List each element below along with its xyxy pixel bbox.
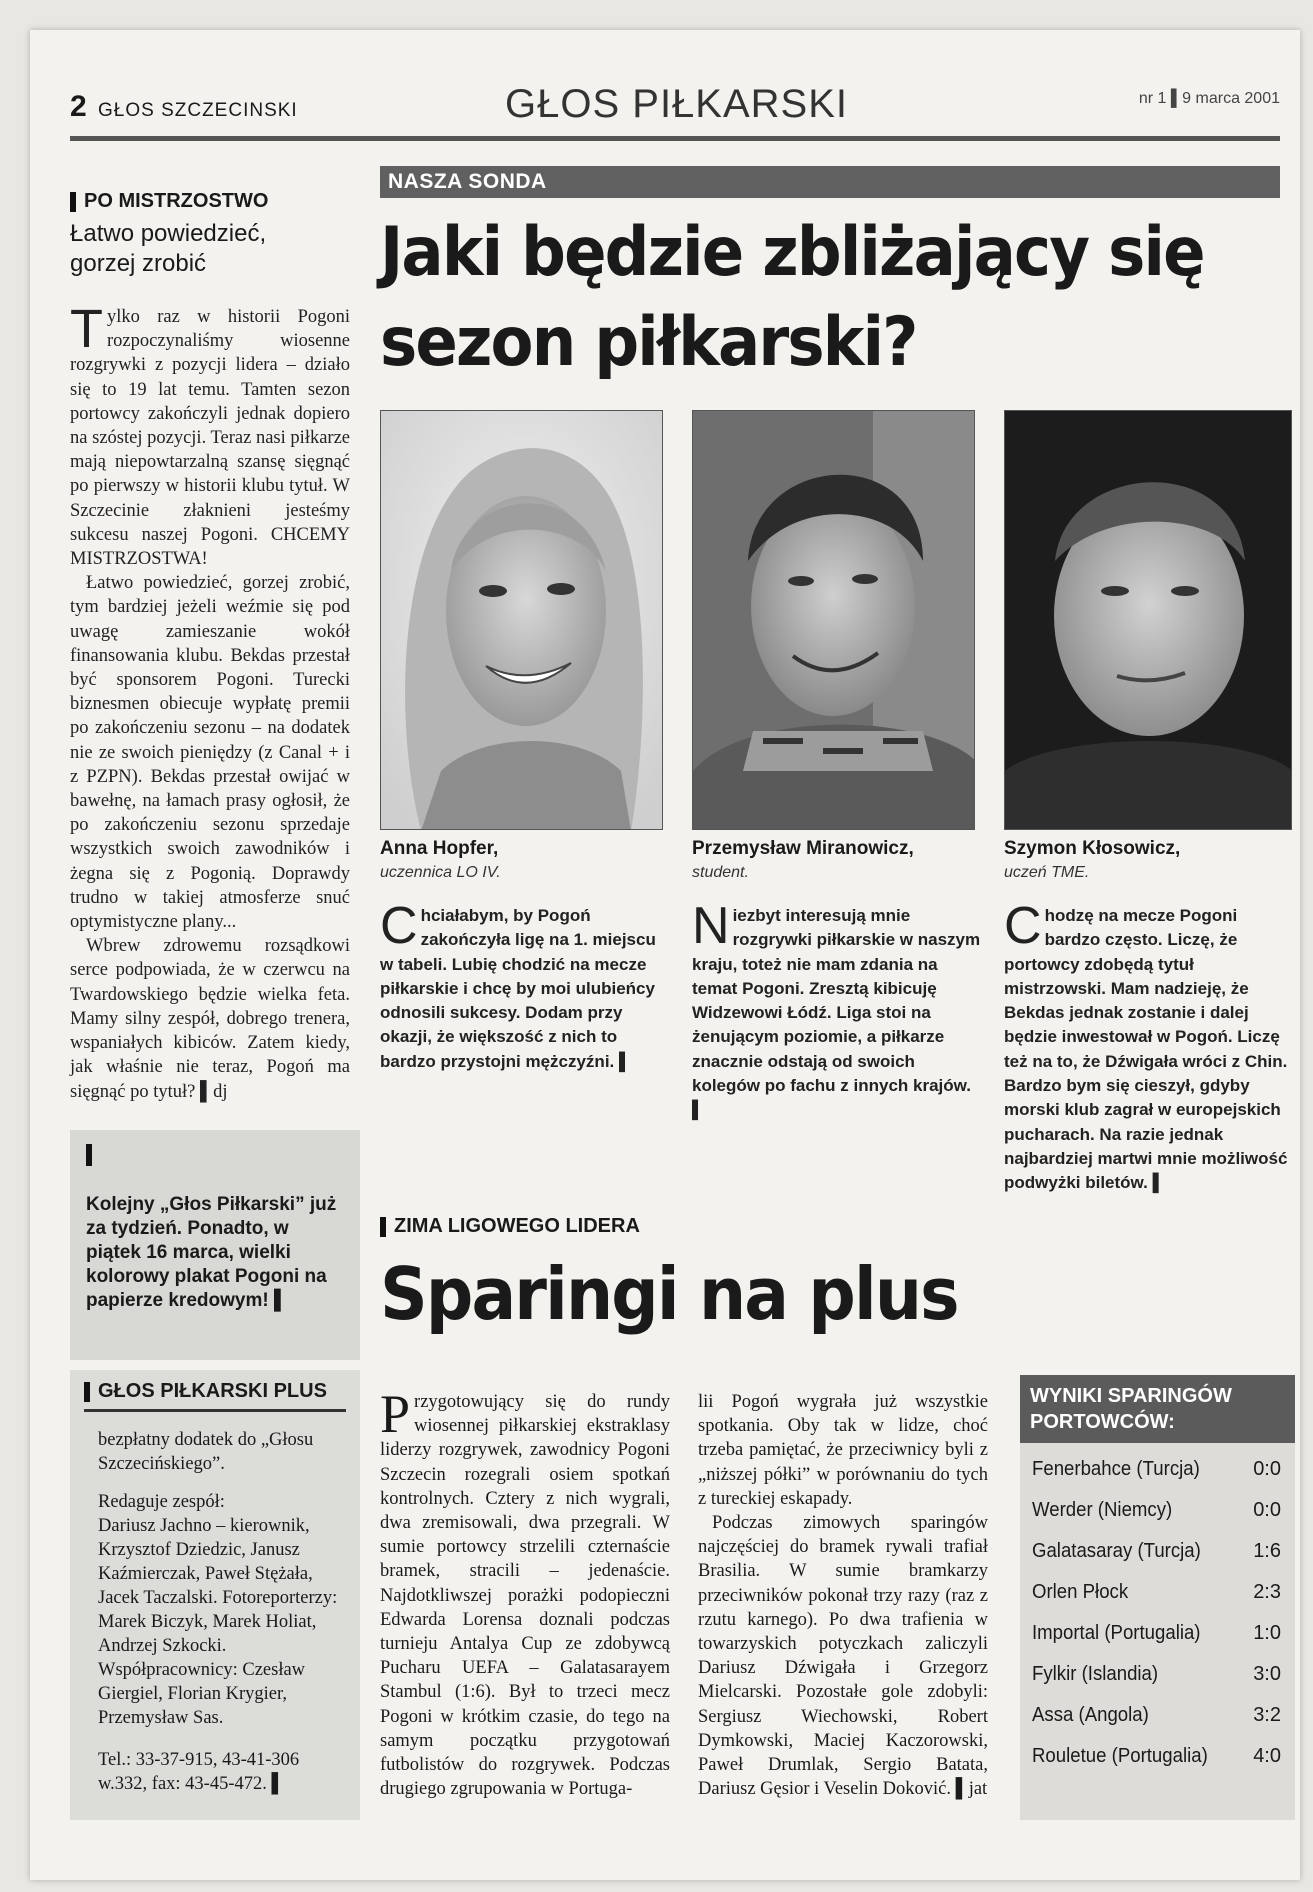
- result-team: Fylkir (Islandia): [1032, 1663, 1159, 1685]
- person-photo: [1004, 410, 1292, 830]
- person-name: Anna Hopfer,: [380, 838, 499, 859]
- sparring-article: [380, 1215, 1280, 1336]
- person-role: uczennica LO IV.: [380, 864, 501, 881]
- left-kicker: [70, 190, 350, 213]
- person-name: Przemysław Miranowicz,: [692, 838, 914, 859]
- credits-bar: [84, 1382, 90, 1402]
- left-kicker-label: PO MISTRZOSTWO: [84, 190, 269, 212]
- portrait-man-scarf-image: [693, 411, 975, 830]
- sparring-kicker: [380, 1215, 1280, 1238]
- result-score: 0:0: [1253, 1499, 1281, 1521]
- person-quote: [1004, 897, 1294, 1196]
- survey-band: [380, 166, 1280, 198]
- credits-team-label: Redaguje zespół:: [98, 1492, 225, 1512]
- sparring-text-2b: Podczas zimowych sparingów najczęściej do bramek rywali trafiał Brasilia. W sumie bramkarzy przeciwników pokonał trzy razy (raz z rzutu karnego). Po dwa trafienia w towarzyskich potyczkach zaliczyli Dariusz Dźwigała i Grzegorz Mielcarski. Pozostałe gole zdobyli: Sergiusz Wiechowski, Robert Dymkowski, Maciej Kaczorowski, Paweł Drumlak, Sergio Batata, Dariusz Gęsior i Veselin Doković. ▌jat: [698, 1513, 988, 1800]
- result-score: 0:0: [1253, 1458, 1281, 1480]
- portrait-woman-image: [381, 411, 663, 830]
- result-row: [1020, 1654, 1295, 1695]
- portrait-young-man-image: [1005, 411, 1292, 830]
- person-card: [380, 410, 670, 1074]
- quote-dropcap: N: [692, 897, 730, 955]
- kicker-bar: [380, 1217, 386, 1237]
- quote-text: hodzę na mecze Pogoni bardzo często. Liczę, że portowcy zdobędą tytuł mistrzowski. Mam nadzieję, że Bekdas jednak zostanie i dalej będzie inwestował w Pogoń. Liczę też na to, że Dźwigała wróci z Chin. Bardzo bym się cieszył, gdyby morski klub zagrał w europejskich pucharach. Na razie jednak najbardziej martwi mnie możliwość podwyżki biletów. ▌: [1004, 906, 1288, 1193]
- survey-section: [380, 166, 1280, 388]
- survey-headline-line2: sezon piłkarski?: [380, 303, 917, 382]
- result-team: Werder (Niemcy): [1032, 1499, 1173, 1521]
- credits-box: [70, 1370, 360, 1820]
- header-rule: [70, 136, 1280, 141]
- results-title-line2: PORTOWCÓW:: [1030, 1411, 1175, 1433]
- person-name: Szymon Kłosowicz,: [1004, 838, 1181, 859]
- person-quote: [692, 897, 982, 1123]
- result-team: Importal (Portugalia): [1032, 1622, 1201, 1644]
- result-row: [1020, 1613, 1295, 1654]
- result-row: [1020, 1490, 1295, 1531]
- result-score: 1:6: [1253, 1540, 1281, 1562]
- left-paragraph-3: Wbrew zdrowemu rozsądkowi serce podpowiada, że w czerwcu na Twardowskiego będzie wielka feta. Mamy silny zespół, dobrego trenera, wspaniałych kibiców. Zatem kiedy, jak właśnie nie teraz, Pogoń ma sięgnąć po tytuł? ▌dj: [70, 936, 350, 1102]
- person-photo: [692, 410, 975, 830]
- left-headline: [70, 219, 350, 279]
- results-title-line1: WYNIKI SPARINGÓW: [1030, 1385, 1232, 1407]
- credits-title-label: GŁOS PIŁKARSKI PLUS: [98, 1380, 327, 1402]
- result-score: 2:3: [1253, 1581, 1281, 1603]
- left-paragraph-2: Łatwo powiedzieć, gorzej zrobić, tym bardziej jeżeli weźmie się pod uwagę zamieszanie wokół finansowania klubu. Bekdas przestał być sponsorem Pogoni. Turecki biznesmen obiecuje wypłatę premii po zakończeniu sezonu – na dodatek nie ze swoich pieniędzy (z Canal + i z PZPN). Bekdas przestał owijać w bawełnę, na łamach prasy ogłosił, że po zakończeniu sezonu sprzedaje wszystkich swoich zawodników i żegna się z Pogonią. Doprawdy trudno w takiej atmosferze snuć optymistyczne plany...: [70, 573, 350, 933]
- result-score: 4:0: [1253, 1745, 1281, 1767]
- kicker-bar: [70, 192, 76, 212]
- result-team: Orlen Płock: [1032, 1581, 1129, 1603]
- person-quote: [380, 897, 670, 1074]
- results-box: [1020, 1375, 1295, 1820]
- result-row: [1020, 1449, 1295, 1490]
- promo-bar: [86, 1144, 92, 1166]
- person-card: [692, 410, 982, 1123]
- left-paragraph-1: ylko raz w historii Pogoni rozpoczynaliśmy wiosenne rozgrywki z pozycji lidera – działo się to 19 lat temu. Tamten sezon portowcy zakończyli jednak dopiero na szóstej pozycji. Teraz nasi piłkarze mają niepowtarzalną szansę sięgnąć po pierwszy w historii klubu tytuł. W Szczecinie złaknieni jesteśmy sukcesu naszej Pogoni. CHCEMY MISTRZOSTWA!: [70, 307, 350, 570]
- result-team: Galatasaray (Turcja): [1032, 1540, 1201, 1562]
- credits-team: Dariusz Jachno – kierownik, Krzysztof Dziedzic, Janusz Kaźmierczak, Paweł Stężała, Jacek Taczalski. Fotoreporterzy: Marek Biczyk, Marek Holiat, Andrzej Szkocki. Współpracownicy: Czesław Giergiel, Florian Krygier, Przemysław Sas.: [98, 1516, 338, 1728]
- promo-text: Kolejny „Głos Piłkarski” już za tydzień. Ponadto, w piątek 16 marca, wielki kolorowy plakat Pogoni na papierze kredowym! ▌: [86, 1194, 337, 1311]
- quote-text: hciałabym, by Pogoń zakończyła ligę na 1. miejscu w tabeli. Lubię chodzić na mecze piłkarskie i chcę by moi ulubieńcy odnosili sukcesy. Dodam przy okazji, że większość z nich to bardzo przystojni mężczyźni. ▌: [380, 906, 656, 1071]
- person-role: student.: [692, 864, 749, 881]
- sparring-text-1: rzygotowujący się do rundy wiosennej piłkarskiej ekstraklasy liderzy rozgrywek, zawodnicy Pogoni Szczecin rozegrali osiem spotkań kontrolnych. Cztery z nich wygrali, dwa zremisowali, dwa przegrali. W sumie portowcy strzelili czternaście bramek, stracili – jedenaście. Najdotkliwszej porażki podopieczni Edwarda Lorensa doznali podczas turnieju Antalya Cup ze zdobywcą Pucharu UEFA – Galatasarayem Stambul (1:6). Był to trzeci mecz Pogoni w krótkim czasie, do tego na samym początku przygotowań futbolistów do rozgrywek. Podczas drugiego zgrupowania w Portuga-: [380, 1392, 670, 1800]
- left-article: [70, 190, 350, 1104]
- results-list: [1020, 1443, 1295, 1777]
- survey-headline-line1: Jaki będzie zbliżający się: [380, 213, 1204, 292]
- section-title: GŁOS PIŁKARSKI: [505, 82, 849, 126]
- left-headline-line1: Łatwo powiedzieć,: [70, 220, 267, 247]
- result-row: [1020, 1736, 1295, 1777]
- sparring-headline: Sparingi na plus: [380, 1252, 958, 1336]
- result-team: Fenerbahce (Turcja): [1032, 1458, 1200, 1480]
- result-row: [1020, 1572, 1295, 1613]
- sparring-column-1: [380, 1384, 670, 1801]
- survey-headline: [380, 208, 1208, 388]
- quote-text: iezbyt interesują mnie rozgrywki piłkarskie w naszym kraju, toteż nie mam zdania na temat Pogoni. Zresztą kibicuję Widzewowi Łódź. Liga stoi na żenującym poziomie, a piłkarze znacznie odstają od swoich kolegów po fachu z innych krajów. ▌: [692, 906, 981, 1120]
- result-score: 3:2: [1253, 1704, 1281, 1726]
- results-title: [1020, 1375, 1295, 1443]
- result-score: 3:0: [1253, 1663, 1281, 1685]
- survey-band-label: NASZA SONDA: [388, 170, 547, 193]
- page-number: 2: [70, 90, 87, 123]
- person-role: uczeń TME.: [1004, 864, 1090, 881]
- sparring-column-2: [698, 1390, 988, 1801]
- person-card: [1004, 410, 1294, 1196]
- credits-intro: bezpłatny dodatek do „Głosu Szczecińskiego”.: [98, 1430, 314, 1474]
- result-score: 1:0: [1253, 1622, 1281, 1644]
- sparring-dropcap: P: [380, 1384, 411, 1444]
- paper-name: GŁOS SZCZECINSKI: [98, 100, 298, 121]
- survey-people: [380, 410, 1288, 1210]
- person-photo: [380, 410, 663, 830]
- quote-dropcap: C: [1004, 897, 1042, 955]
- credits-title: [84, 1380, 346, 1412]
- issue-date: nr 1 ▌9 marca 2001: [1138, 90, 1280, 107]
- result-team: Assa (Angola): [1032, 1704, 1149, 1726]
- page-header: [70, 60, 1280, 140]
- credits-contact: Tel.: 33-37-915, 43-41-306 w.332, fax: 43-45-472. ▌: [98, 1750, 300, 1794]
- left-article-body: [70, 299, 350, 1104]
- promo-box: [70, 1130, 360, 1360]
- left-headline-line2: gorzej zrobić: [70, 250, 207, 277]
- quote-dropcap: C: [380, 897, 418, 955]
- result-row: [1020, 1531, 1295, 1572]
- newspaper-page: [30, 30, 1300, 1880]
- sparring-kicker-label: ZIMA LIGOWEGO LIDERA: [394, 1215, 640, 1237]
- result-team: Rouletue (Portugalia): [1032, 1745, 1208, 1767]
- result-row: [1020, 1695, 1295, 1736]
- sparring-text-2a: lii Pogoń wygrała już wszystkie spotkania. Oby tak w lidze, choć trzeba pamiętać, że przeciwnicy byli z „niższej półki” w porównaniu do tych z tureckiej eskapady.: [698, 1392, 988, 1509]
- left-dropcap: T: [70, 299, 103, 359]
